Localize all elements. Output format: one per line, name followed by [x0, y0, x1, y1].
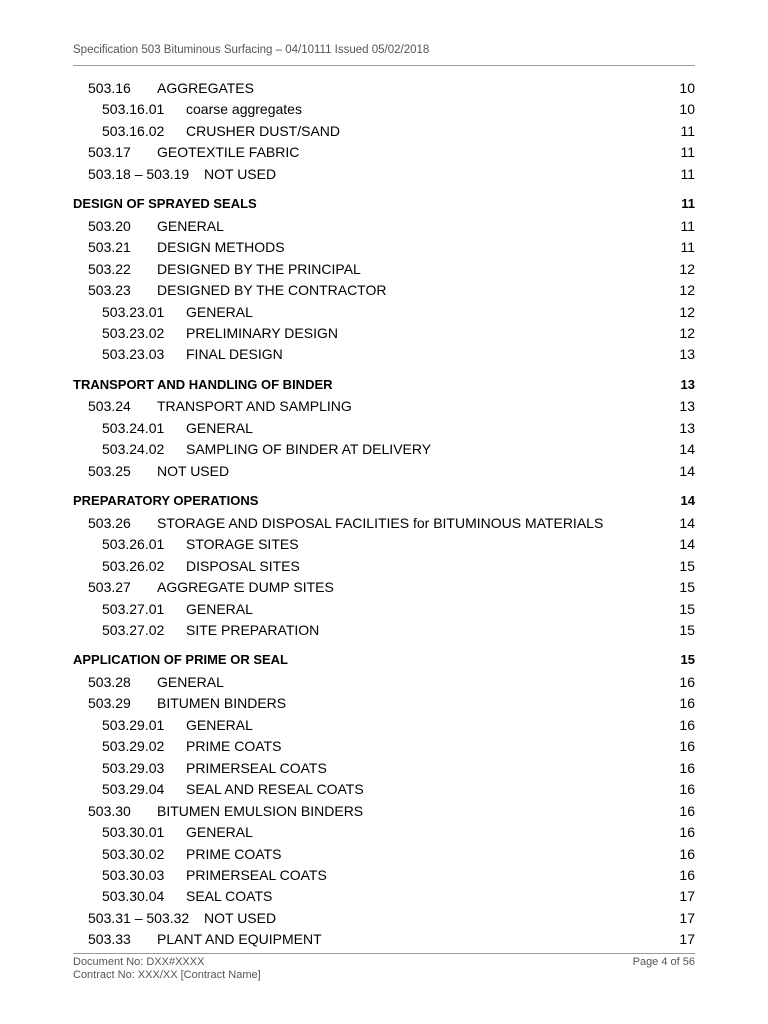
toc-number: 503.25 [88, 462, 131, 479]
toc-number: 503.30.04 [102, 888, 165, 905]
toc-entry[interactable] [88, 513, 695, 533]
toc-number: 503.29.04 [102, 781, 165, 798]
toc-title: PRIME COATS [186, 845, 282, 862]
toc-heading[interactable] [73, 491, 695, 511]
toc-page-number: 16 [679, 738, 695, 755]
toc-heading[interactable] [73, 194, 695, 214]
toc-page-number: 16 [679, 802, 695, 819]
toc-number: 503.29.02 [102, 738, 165, 755]
header-divider [73, 65, 695, 66]
toc-page-number: 14 [679, 536, 695, 553]
toc-entry[interactable] [102, 344, 695, 364]
toc-number: 503.30.03 [102, 866, 165, 883]
toc-page-number: 17 [679, 909, 695, 926]
toc-page-number: 15 [679, 600, 695, 617]
toc-page-number: 17 [679, 931, 695, 948]
toc-page-number: 14 [679, 462, 695, 479]
toc-title: STORAGE SITES [186, 536, 299, 553]
toc-title: CRUSHER DUST/SAND [186, 122, 341, 139]
toc-number: 503.26.01 [102, 536, 165, 553]
toc-page-number: 14 [680, 493, 695, 509]
toc-page-number: 11 [680, 144, 695, 161]
toc-entry[interactable] [102, 886, 695, 906]
toc-page-number: 16 [679, 866, 695, 883]
toc-entry[interactable] [102, 556, 695, 576]
toc-title: PLANT AND EQUIPMENT [157, 931, 322, 948]
toc-entry[interactable] [102, 779, 695, 799]
toc-title: GENERAL [186, 600, 253, 617]
toc-title: STORAGE AND DISPOSAL FACILITIES for BITUMINOUS MATERIALS [157, 514, 604, 531]
toc-number: 503.27.02 [102, 621, 165, 638]
toc-number: 503.22 [88, 260, 131, 277]
page-footer [73, 956, 695, 982]
toc-title: DESIGN OF SPRAYED SEALS [73, 196, 257, 212]
toc-page-number: 15 [679, 579, 695, 596]
toc-number: 503.16.02 [102, 122, 165, 139]
toc-page-number: 15 [679, 621, 695, 638]
toc-entry[interactable] [88, 78, 695, 98]
toc-title: DESIGNED BY THE PRINCIPAL [157, 260, 361, 277]
toc-number: 503.20 [88, 217, 131, 234]
toc-title: AGGREGATE DUMP SITES [157, 579, 334, 596]
toc-page-number: 10 [679, 101, 695, 118]
toc-page-number: 14 [679, 514, 695, 531]
toc-page-number: 12 [679, 260, 695, 277]
toc-title: NOT USED [204, 909, 277, 926]
toc-number: 503.30.02 [102, 845, 165, 862]
document-number: Document No: DXX#XXXX [73, 956, 205, 968]
toc-title: SEAL COATS [186, 888, 273, 905]
toc-entry[interactable] [102, 822, 695, 842]
toc-number: 503.27 [88, 579, 131, 596]
toc-number: 503.30 [88, 802, 131, 819]
toc-page-number: 16 [679, 695, 695, 712]
toc-entry[interactable] [102, 620, 695, 640]
toc-number: 503.23.02 [102, 325, 165, 341]
toc-page-number: 16 [679, 824, 695, 841]
toc-number: 503.16.01 [102, 101, 165, 118]
toc-entry[interactable] [102, 439, 695, 459]
toc-title: PRIMERSEAL COATS [186, 866, 327, 883]
toc-number: 503.23 [88, 282, 131, 299]
toc-heading[interactable] [73, 375, 695, 395]
toc-title: PRIMERSEAL COATS [186, 759, 327, 776]
toc-page-number: 10 [679, 80, 695, 96]
toc-number: 503.23.03 [102, 346, 165, 363]
toc-title: APPLICATION OF PRIME OR SEAL [73, 652, 288, 668]
toc-number: 503.27.01 [102, 600, 165, 617]
toc-page-number: 14 [679, 441, 695, 458]
toc-title: DESIGN METHODS [157, 239, 285, 256]
toc-title: SITE PREPARATION [186, 621, 320, 638]
toc-page-number: 12 [679, 282, 695, 299]
toc-title: GENERAL [186, 303, 253, 320]
page-header: Specification 503 Bituminous Surfacing – 04/10111 Issued 05/02/2018 [73, 44, 430, 56]
toc-number: 503.30.01 [102, 824, 165, 841]
toc-page-number: 11 [680, 217, 695, 234]
toc-entry[interactable] [88, 801, 695, 821]
toc-title: SEAL AND RESEAL COATS [186, 781, 364, 798]
toc-title: GENERAL [186, 824, 253, 841]
toc-number: 503.21 [88, 239, 131, 256]
toc-heading[interactable] [73, 650, 695, 670]
toc-entry[interactable] [102, 302, 695, 322]
toc-title: SAMPLING OF BINDER AT DELIVERY [186, 441, 432, 458]
toc-title: AGGREGATES [157, 80, 254, 96]
page-number: Page 4 of 56 [632, 956, 695, 968]
toc-entry[interactable] [102, 99, 695, 119]
toc-entry[interactable] [88, 577, 695, 597]
toc-title: NOT USED [204, 165, 277, 182]
toc-page-number: 13 [679, 419, 695, 436]
toc-page-number: 16 [679, 845, 695, 862]
toc-entry[interactable] [102, 418, 695, 438]
toc-page-number: 16 [679, 716, 695, 733]
toc-title: FINAL DESIGN [186, 346, 283, 363]
toc-title: NOT USED [157, 462, 230, 479]
toc-title: DISPOSAL SITES [186, 557, 300, 574]
toc-entry[interactable] [88, 461, 695, 481]
toc-entry[interactable] [88, 908, 695, 928]
toc-page-number: 15 [680, 652, 695, 668]
toc-title: PRIME COATS [186, 738, 282, 755]
toc-title: GENERAL [186, 716, 253, 733]
contract-number: Contract No: XXX/XX [Contract Name] [73, 969, 261, 981]
toc-page-number: 12 [679, 325, 695, 341]
toc-entry[interactable] [102, 758, 695, 778]
toc-entry[interactable] [88, 672, 695, 692]
toc-title: TRANSPORT AND SAMPLING [157, 398, 352, 415]
toc-title: GENERAL [157, 673, 224, 690]
toc-number: 503.23.01 [102, 303, 165, 320]
toc-entry[interactable] [88, 693, 695, 713]
toc-title: TRANSPORT AND HANDLING OF BINDER [73, 376, 333, 392]
toc-number: 503.29.03 [102, 759, 165, 776]
toc-page-number: 12 [679, 303, 695, 320]
toc-page-number: 17 [679, 888, 695, 905]
toc-entry[interactable] [102, 599, 695, 619]
toc-number: 503.24 [88, 398, 131, 415]
toc-entry[interactable] [102, 865, 695, 885]
toc-number: 503.24.01 [102, 419, 165, 436]
footer-divider [73, 953, 695, 954]
toc-title: GEOTEXTILE FABRIC [157, 144, 300, 161]
toc-number: 503.33 [88, 931, 131, 948]
toc-number: 503.18 – 503.19 [88, 165, 190, 182]
toc-page-number: 13 [680, 376, 695, 392]
toc-entry[interactable] [88, 929, 695, 949]
toc-entry[interactable] [88, 216, 695, 236]
toc-number: 503.29 [88, 695, 131, 712]
toc-entry[interactable] [102, 736, 695, 756]
toc-page-number: 11 [680, 122, 695, 139]
toc-page-number: 11 [680, 239, 695, 256]
toc-page-number: 11 [681, 196, 695, 212]
toc-entry[interactable] [88, 280, 695, 300]
toc-page-number: 16 [679, 673, 695, 690]
toc-entry[interactable] [88, 164, 695, 184]
toc-title: PRELIMINARY DESIGN [186, 325, 338, 341]
toc-page-number: 16 [679, 759, 695, 776]
toc-title: BITUMEN EMULSION BINDERS [157, 802, 364, 819]
toc-title: coarse aggregates [186, 101, 302, 118]
toc-entry[interactable] [102, 121, 695, 141]
toc-number: 503.16 [88, 80, 131, 96]
toc-entry[interactable] [102, 715, 695, 735]
toc-number: 503.17 [88, 144, 131, 161]
toc-entry[interactable] [102, 323, 695, 343]
toc-title: DESIGNED BY THE CONTRACTOR [157, 282, 387, 299]
toc-number: 503.28 [88, 673, 131, 690]
toc-entry[interactable] [88, 396, 695, 416]
toc-page-number: 15 [679, 557, 695, 574]
toc-page-number: 13 [679, 346, 695, 363]
toc-entry[interactable] [102, 844, 695, 864]
toc-number: 503.31 – 503.32 [88, 909, 190, 926]
toc-entry[interactable] [102, 534, 695, 554]
toc-entry[interactable] [88, 142, 695, 162]
toc-page-number: 16 [679, 781, 695, 798]
toc-title: GENERAL [186, 419, 253, 436]
toc-number: 503.29.01 [102, 716, 165, 733]
toc-number: 503.26.02 [102, 557, 165, 574]
toc-page-number: 11 [680, 165, 695, 182]
toc-page-number: 13 [679, 398, 695, 415]
toc-number: 503.26 [88, 514, 131, 531]
toc-title: PREPARATORY OPERATIONS [73, 493, 259, 509]
toc-entry[interactable] [88, 259, 695, 279]
toc-title: BITUMEN BINDERS [157, 695, 287, 712]
toc-title: GENERAL [157, 217, 224, 234]
toc-entry[interactable] [88, 237, 695, 257]
toc-number: 503.24.02 [102, 441, 165, 458]
